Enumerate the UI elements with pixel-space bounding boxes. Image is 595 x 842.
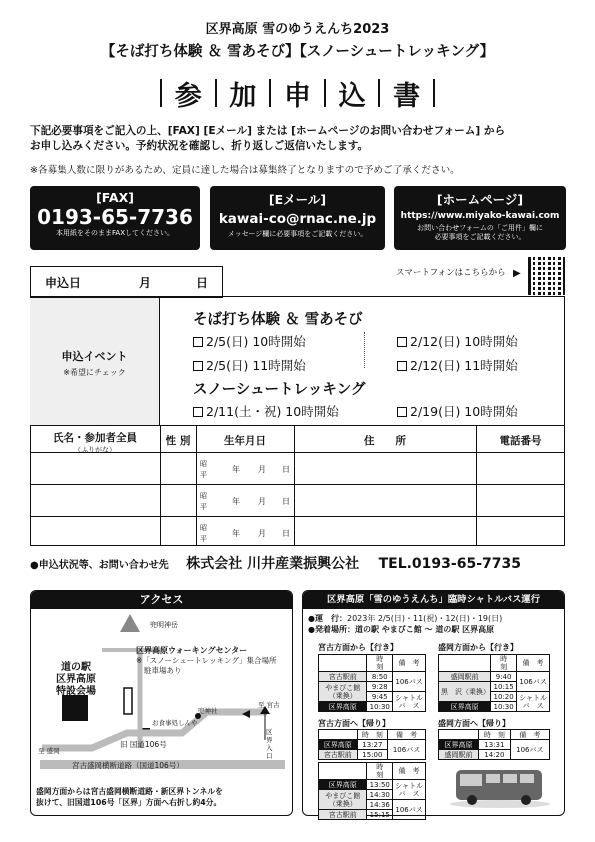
time-cell: 10:30: [491, 702, 517, 712]
intro-line: 下記必要事項をご記入の上、[FAX] [Eメール] または [ホームページのお問い合わせフォーム] から: [30, 125, 506, 137]
title-divider: [324, 79, 326, 107]
web-note: お問い合わせフォームの「ご用件」欄に: [417, 224, 543, 232]
checkbox[interactable]: [193, 407, 203, 417]
timetable-title: 盛岡方面へ【帰り】: [438, 719, 510, 728]
stop-cell: 区界高原: [319, 702, 367, 712]
option-label: 2/5(日) 11時開始: [206, 358, 306, 373]
event-note: ※希望にチェック: [63, 368, 126, 377]
month-label: 月: [139, 276, 152, 290]
corner-cell: [319, 763, 367, 780]
company-phone[interactable]: TEL.0193-65-7735: [378, 556, 521, 572]
option-label: 2/12(日) 11時開始: [410, 358, 518, 373]
day-label: 日: [196, 276, 209, 290]
note-cell: 106バス: [517, 672, 550, 692]
event-label-cell: [30, 298, 160, 425]
stop-cell: やまびこ館（乗換）: [319, 682, 367, 702]
title-char: 加: [229, 80, 257, 112]
station-label: [56, 662, 96, 698]
birthdate-field[interactable]: [200, 459, 294, 481]
walking-center-label: [136, 646, 276, 676]
event-names-title: 【そば打ち体験 ＆ 雪あそび】【スノーシュートレッキング】: [100, 44, 495, 60]
event-option[interactable]: [397, 402, 518, 420]
event-option[interactable]: [193, 402, 339, 420]
name-header: [30, 430, 160, 455]
web-note: 必要事項をご記載ください。: [434, 233, 526, 241]
parking-note: 駐車場あり: [144, 666, 182, 675]
time-header: 時 刻: [357, 730, 387, 740]
title-char: 込: [338, 80, 366, 112]
era-heisei: 平: [200, 535, 207, 543]
note-header: 備 考: [517, 655, 550, 672]
title-divider: [433, 79, 435, 107]
year-label: 年: [232, 465, 240, 474]
note-header: 備 考: [393, 655, 426, 672]
web-box: [394, 186, 566, 250]
option-label: 2/5(日) 10時開始: [206, 334, 306, 349]
intro-text: [30, 124, 570, 154]
web-url[interactable]: https://www.miyako-kawai.com: [400, 211, 560, 221]
event-label: 申込イベント: [61, 350, 128, 363]
event-option[interactable]: [193, 356, 306, 374]
email-note: メッセージ欄に必要事項をご記載ください。: [227, 230, 368, 238]
stop-cell: 黒 沢（乗換）: [439, 682, 491, 702]
time-header: 時 刻: [367, 655, 393, 672]
time-header: 時 刻: [479, 730, 511, 740]
service-dates: 2023年 2/5(日)・11(祝)・12(日)・19(日): [346, 614, 503, 623]
option-label: 2/19(日) 10時開始: [410, 404, 518, 419]
era-heisei: 平: [200, 471, 207, 479]
era-showa: 昭: [200, 460, 207, 468]
event-series-title: 区界高原 雪のゆうえんち2023: [205, 22, 390, 37]
note-cell: 106バス: [393, 800, 426, 820]
intro-line: お申し込みください。予約状況を確認し、折り返しご返信いたします。: [30, 140, 369, 152]
corner-cell: [439, 730, 479, 740]
option-divider: [364, 332, 365, 368]
qr-label: スマートフォンはこちらから: [396, 268, 506, 278]
event-option[interactable]: [397, 332, 518, 350]
stop-cell: 区界高原: [319, 780, 367, 790]
title-char: 書: [393, 80, 421, 112]
event1-title: そば打ち体験 ＆ 雪あそび: [193, 312, 363, 328]
time-cell: 14:36: [367, 800, 393, 810]
stop-cell: 盛岡駅前: [439, 672, 491, 682]
birthdate-field[interactable]: [200, 523, 294, 545]
checkbox[interactable]: [193, 361, 203, 371]
station-line: 区界高原: [56, 674, 96, 685]
address-header: 住 所: [364, 435, 406, 447]
title-divider: [160, 79, 162, 107]
fax-box: [30, 186, 200, 250]
day-label: 日: [282, 497, 290, 506]
corner-cell: [439, 655, 491, 672]
month-label: 月: [258, 465, 266, 474]
time-cell: 10:15: [491, 682, 517, 692]
stop-cell: 区界高原: [439, 702, 491, 712]
timetable-miyako-return: [318, 729, 426, 760]
event2-title: スノーシュートレッキング: [193, 382, 366, 398]
note-cell: 106バス: [510, 740, 549, 760]
web-heading: [ホームページ]: [436, 192, 524, 207]
birthdate-header: 生年月日: [224, 435, 266, 447]
time-cell: 8:50: [367, 672, 393, 682]
stop-cell: 区界高原: [439, 740, 479, 750]
time-cell: 10:30: [367, 702, 393, 712]
time-header: 時 刻: [367, 763, 393, 780]
time-cell: 9:28: [367, 682, 393, 692]
time-cell: 14:20: [479, 750, 511, 760]
corner-cell: [319, 730, 358, 740]
title-divider: [378, 79, 380, 107]
timetable-title: 盛岡方面から【行き】: [438, 643, 518, 652]
bus-info: [308, 613, 502, 635]
form-title: [160, 72, 435, 114]
note-cell: シャトル バ ス: [517, 692, 550, 712]
inquiry-line: [30, 553, 570, 573]
checkbox[interactable]: [193, 337, 203, 347]
checkbox[interactable]: [397, 407, 407, 417]
access-title: アクセス: [31, 591, 292, 609]
stop-cell: やまびこ館（乗換）: [319, 790, 367, 810]
fax-heading: [FAX]: [96, 190, 134, 205]
time-cell: 9:40: [491, 672, 517, 682]
time-cell: 13:31: [479, 740, 511, 750]
mountain-icon: [120, 614, 140, 632]
event-option[interactable]: [397, 356, 518, 374]
time-header: 時 刻: [491, 655, 517, 672]
access-description: [36, 786, 290, 808]
kukai-entrance-label: 区界入口: [266, 728, 273, 760]
route-label: ●発着場所：: [308, 625, 355, 634]
stop-cell: 盛岡駅前: [439, 750, 479, 760]
email-box: [210, 186, 385, 250]
table-rule: [30, 484, 565, 485]
name-header-sub: （ふりがな）: [74, 446, 116, 454]
jinja-label: 兜神社: [198, 707, 218, 715]
timetable-morioka-outbound: [438, 654, 550, 712]
day-label: 日: [282, 465, 290, 474]
station-building-icon: [62, 695, 88, 721]
bus-icon: [448, 762, 553, 810]
restaurant-label: お食事処しんや: [152, 719, 198, 727]
arrow-right-icon: ▶: [513, 268, 521, 279]
time-cell: 13:27: [357, 740, 387, 750]
timetable-miyako-return-shuttle: [318, 762, 426, 820]
option-label: 2/11(土・祝) 10時開始: [206, 404, 339, 419]
checkbox[interactable]: [397, 337, 407, 347]
note-cell: 106バス: [388, 740, 426, 760]
company-name: 株式会社 川井産業振興公社: [186, 556, 360, 572]
email-heading: [Eメール]: [268, 192, 327, 207]
route-value: 道の駅 やまびこ館 〜 道の駅 区界高原: [354, 625, 495, 634]
timetable-title: 宮古方面へ【帰り】: [318, 719, 390, 728]
gender-header: 性 別: [165, 435, 191, 447]
capacity-note: ※各募集人数に限りがあるため、定員に達した場合は募集終了となりますので予めご了承ください。: [30, 165, 460, 176]
desc-line: 抜けて、旧国道106号「区界」方面へ右折し約4分。: [36, 798, 222, 807]
table-rule: [30, 425, 565, 426]
shuttle-bus-title: 区界高原「雪のゆうえんち」臨時シャトルバス運行: [303, 591, 564, 609]
stop-cell: 区界高原: [319, 740, 358, 750]
building-icon: [124, 688, 132, 714]
email-address[interactable]: kawai-co@rnac.ne.jp: [218, 211, 377, 227]
service-label: ●運 行：: [308, 614, 347, 623]
year-label: 年: [232, 529, 240, 538]
note-header: 備 考: [510, 730, 549, 740]
month-label: 月: [258, 529, 266, 538]
corner-cell: [319, 655, 367, 672]
stop-cell: 宮古駅前: [319, 672, 367, 682]
timetable-title: 宮古方面から【行き】: [318, 643, 398, 652]
inquiry-label: ●申込状況等、お問い合わせ先: [30, 560, 169, 571]
year-label: 年: [232, 497, 240, 506]
to-miyako-label: 至 宮古: [258, 701, 280, 709]
note-header: 備 考: [393, 763, 426, 780]
option-label: 2/12(日) 10時開始: [410, 334, 518, 349]
time-cell: 13:50: [367, 780, 393, 790]
station-line: 特設会場: [56, 686, 96, 697]
month-label: 月: [258, 497, 266, 506]
fax-note: 本用紙をそのままFAXしてください。: [56, 229, 174, 237]
application-date[interactable]: [30, 266, 223, 298]
time-cell: 10:20: [491, 692, 517, 702]
title-divider: [215, 79, 217, 107]
old-road-label: 旧 国道106号: [120, 740, 167, 749]
fax-number: 0193-65-7736: [37, 205, 193, 229]
shrine-mountain-label: 兜明神岳: [150, 621, 178, 629]
era-heisei: 平: [200, 503, 207, 511]
center-name: 区界高原ウォーキングセンター: [136, 646, 248, 655]
station-line: 道の駅: [61, 662, 91, 673]
name-header-label: 氏名・参加者全員: [53, 432, 137, 444]
new-road-label: 宮古盛岡横断道路（国道106号）: [72, 761, 184, 770]
time-cell: 14:30: [367, 790, 393, 800]
note-cell: シャトル バ ス: [393, 692, 426, 712]
title-char: 参: [174, 80, 202, 112]
phone-header: 電話番号: [499, 435, 542, 447]
table-rule: [30, 516, 565, 517]
stop-cell: 宮古駅前: [319, 750, 358, 760]
to-morioka-label: 至 盛岡: [38, 747, 60, 755]
desc-line: 盛岡方面からは宮古盛岡横断道路・新区界トンネルを: [36, 787, 223, 796]
title-divider: [269, 79, 271, 107]
timetable-morioka-return: [438, 729, 550, 760]
birthdate-field[interactable]: [200, 491, 294, 513]
day-label: 日: [282, 529, 290, 538]
time-cell: 9:45: [367, 692, 393, 702]
title-char: 申: [283, 80, 311, 112]
center-note: ※「スノーシュートレッキング」集合場所: [136, 656, 277, 665]
checkbox[interactable]: [397, 361, 407, 371]
era-showa: 昭: [200, 492, 207, 500]
stop-cell: 宮古駅前: [319, 810, 367, 820]
qr-code-icon[interactable]: [528, 257, 566, 295]
time-cell: 15:15: [367, 810, 393, 820]
note-cell: シャトル バ ス: [393, 780, 426, 800]
era-showa: 昭: [200, 524, 207, 532]
date-label: 申込日: [45, 276, 82, 290]
time-cell: 15:00: [357, 750, 387, 760]
timetable-miyako-outbound: [318, 654, 426, 712]
note-header: 備 考: [388, 730, 426, 740]
event-option[interactable]: [193, 332, 306, 350]
note-cell: 106バス: [393, 672, 426, 692]
